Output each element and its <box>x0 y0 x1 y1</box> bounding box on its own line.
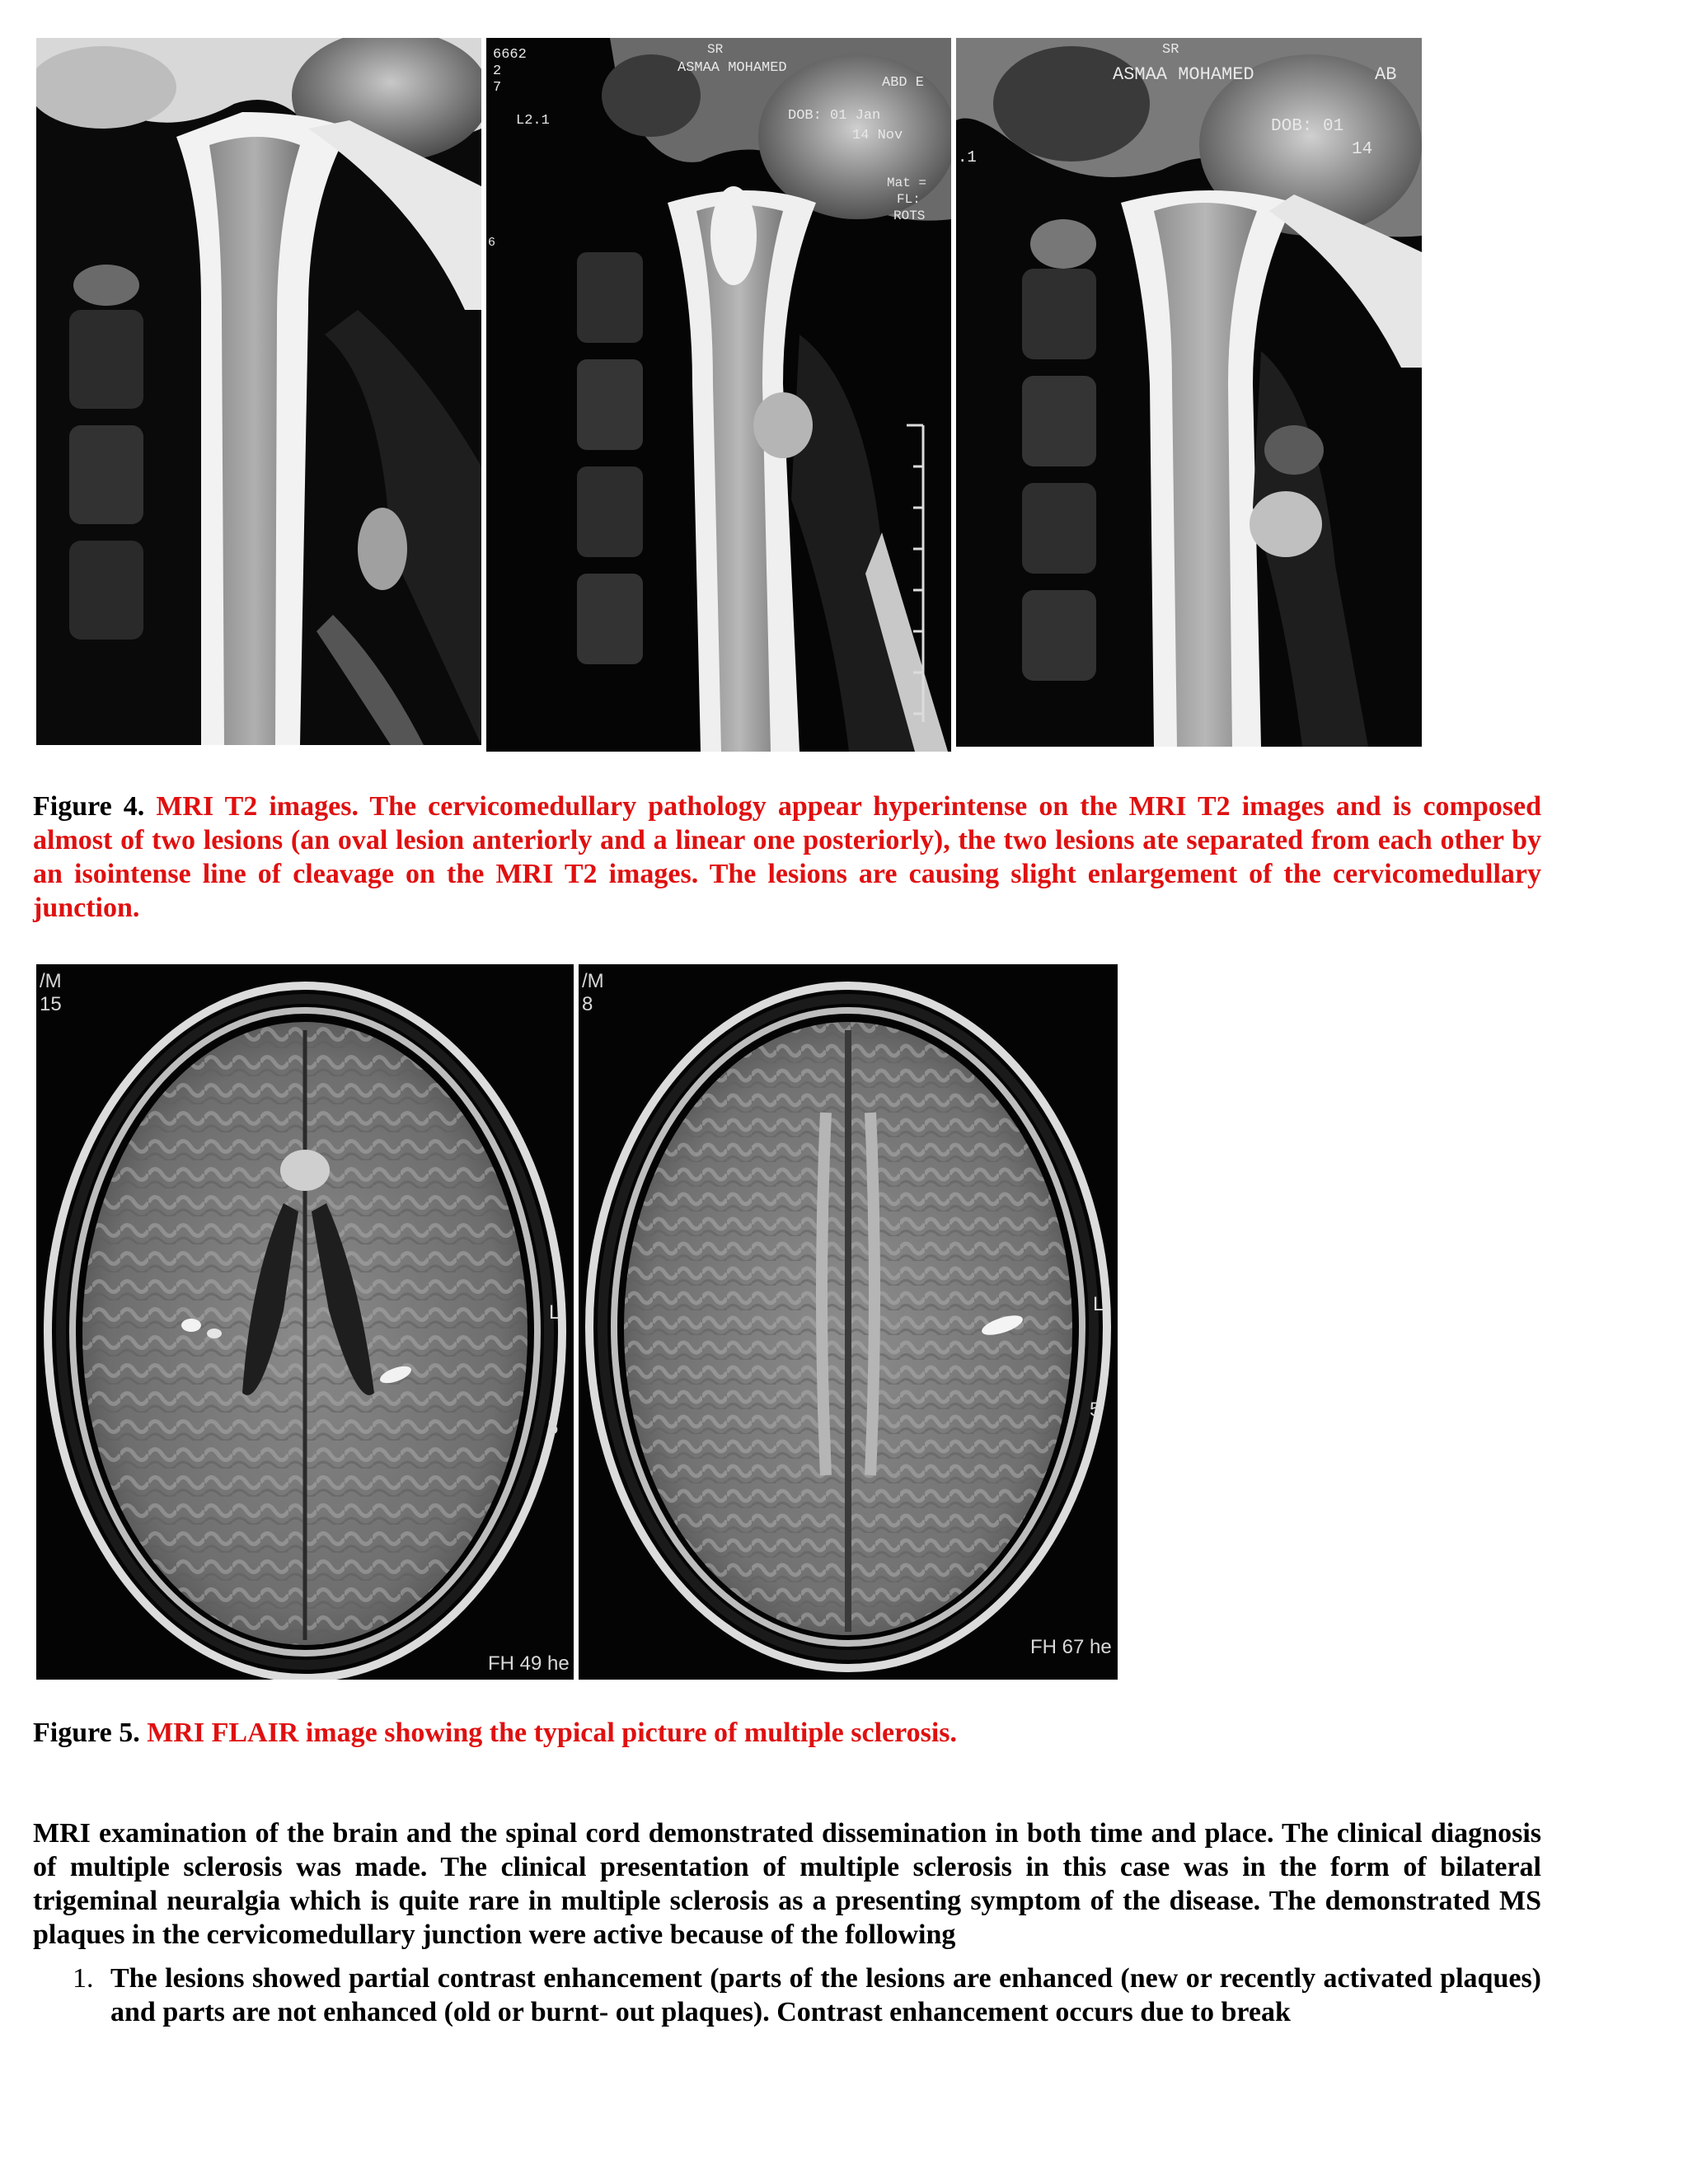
figure-5-caption <box>33 1716 1541 1750</box>
figure-4-caption <box>33 790 1541 925</box>
mri-overlay-dob: DOB: 01 Jan <box>788 108 881 124</box>
figure-5-caption-text: MRI FLAIR image showing the typical picture of multiple sclerosis. <box>147 1718 958 1748</box>
mri-overlay-slice: L2.1 <box>516 113 550 129</box>
mri-overlay-date: 14 Nov <box>852 128 903 143</box>
mri-flair-axial-image-2 <box>579 964 1118 1680</box>
mri-overlay-right-2: 5 <box>547 1417 559 1439</box>
figure-4-caption-text: MRI T2 images. The cervicomedullary pathology appear hyperintense on the MRI T2 images and is composed almost of two lesions (an oval lesion anteriorly and a linear one posteriorly), the two lesions ate separated from each other by an isointense line of cleavage on the MRI T2 images. The lesions are causing slight enlargement of the cervicomedullary junction. <box>33 791 1542 923</box>
list-item <box>33 1961 1541 2029</box>
mri-overlay-fh: FH 49 he <box>488 1652 570 1675</box>
mri-t2-sagittal-image-3 <box>956 38 1422 747</box>
mri-overlay-series: /M <box>40 970 62 992</box>
mri-overlay-right-2: FL: <box>897 192 921 207</box>
mri-overlay-right-1: Mat = <box>887 176 927 190</box>
mri-overlay-side: L <box>549 1301 560 1324</box>
mri-overlay-side: L <box>1093 1293 1104 1315</box>
mri-overlay-left: .1 <box>958 148 977 166</box>
mri-overlay-id-2: 2 <box>493 63 502 79</box>
mri-overlay-right-2: 5 <box>1090 1399 1101 1421</box>
mri-overlay-right-3: ROTS <box>893 209 926 223</box>
mri-overlay-dob: DOB: 01 <box>1271 117 1344 136</box>
list-item-text: The lesions showed partial contrast enhancement (parts of the lesions are enhanced (new or recently activated plaques) and parts are not enhanced (old or burnt- out plaques). Contrast enhancement occurs due to break <box>110 1963 1541 2027</box>
mri-overlay-tag: SR <box>707 42 724 57</box>
figure-5-label: Figure 5. <box>33 1718 140 1748</box>
mri-overlay-tag: SR <box>1162 42 1179 58</box>
mri-overlay-fh: FH 67 he <box>1030 1636 1112 1658</box>
mri-overlay-patient: ASMAA MOHAMED <box>678 60 787 76</box>
mri-overlay-number: 8 <box>582 993 593 1015</box>
mri-overlay-id: 6662 <box>493 47 527 63</box>
body-paragraph: MRI examination of the brain and the spinal cord demonstrated dissemination in both time and place. The clinical diagnosis of multiple sclerosis was made. The clinical presentation of multiple sclerosis in this case was in the form of bilateral trigeminal neuralgia which is quite rare in multiple sclerosis as a presenting symptom of the disease. The demonstrated MS plaques in the cervicomedullary junction were active because of the following <box>33 1818 1541 1950</box>
mri-overlay-date: 14 <box>1352 140 1373 159</box>
list-item-number: 1. <box>73 1963 94 1994</box>
findings-list <box>33 1961 1541 2029</box>
mri-overlay-id-3: 7 <box>493 80 502 96</box>
mri-flair-axial-image-1 <box>36 964 574 1680</box>
mri-t2-sagittal-image-2 <box>486 38 951 752</box>
mri-overlay-number: 15 <box>40 993 62 1015</box>
mri-overlay-patient-suffix: AB <box>1375 64 1397 85</box>
mri-overlay-side: 6 <box>488 236 496 250</box>
mri-overlay-patient: ASMAA MOHAMED <box>1113 64 1254 85</box>
mri-overlay-patient-suffix: ABD E <box>882 75 925 91</box>
figure-4-label: Figure 4. <box>33 791 145 822</box>
mri-t2-sagittal-image-1 <box>36 38 481 745</box>
mri-overlay-series: /M <box>582 970 604 992</box>
